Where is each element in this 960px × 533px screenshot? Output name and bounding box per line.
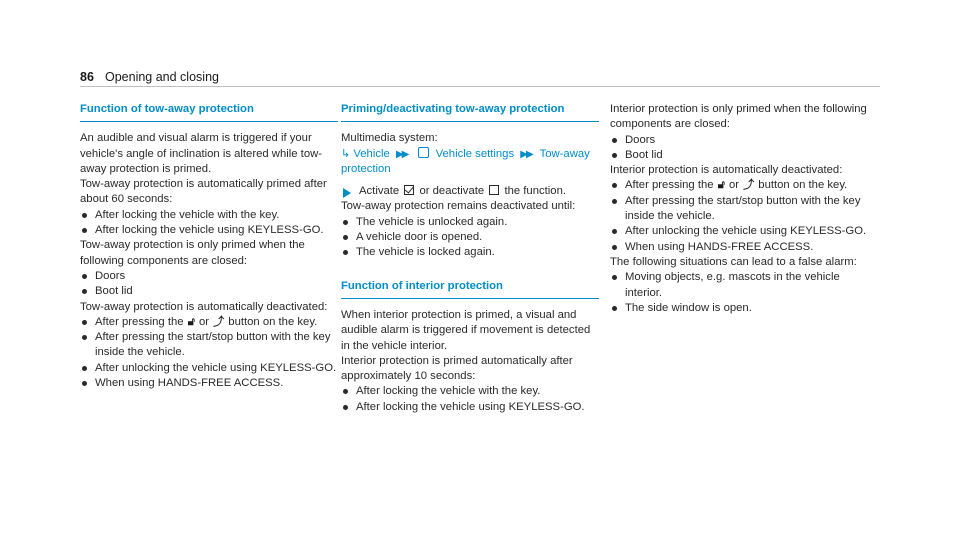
section-heading: Priming/deactivating tow-away protection [341,102,599,122]
paragraph: An audible and visual alarm is triggered if your vehicle's angle of inclination is altered while tow-away protection is primed. [80,132,323,175]
text: or [198,315,210,328]
paragraph: Tow-away protection is automatically deactivated: [80,300,328,313]
path-item-vehicle-settings: Vehicle settings [435,147,515,160]
column-interior-protection [610,102,868,316]
double-chevron-icon: ▶▶ [395,148,408,160]
step-arrow-icon [343,188,351,198]
text: the function. [504,185,566,198]
list-item [610,178,868,193]
path-item-vehicle: Vehicle [353,147,390,160]
list-item: Boot lid [80,284,338,299]
list-item: Doors [80,269,338,284]
text: After pressing the [95,315,184,328]
text: After pressing the [625,179,714,192]
paragraph: Interior protection is automatically deactivated: [610,164,843,177]
bullet-list [80,315,338,391]
menu-path [341,147,599,178]
boot-lid-icon: ⤴ [743,179,755,192]
text: Activate [359,185,400,198]
checkbox-empty-icon [489,185,499,195]
bullet-list [80,269,338,300]
bullet-list [80,208,338,239]
list-item: When using HANDS-FREE ACCESS. [610,240,868,255]
paragraph: Tow-away protection is automatically primed after about 60 seconds: [80,178,327,206]
list-item: The vehicle is locked again. [341,245,599,260]
text: or deactivate [419,185,485,198]
list-item: After locking the vehicle using KEYLESS-GO. [341,400,599,415]
list-item: Doors [610,133,868,148]
list-item: After pressing the start/stop button with the key inside the vehicle. [80,330,338,361]
text: button on the key. [228,315,318,328]
list-item: After unlocking the vehicle using KEYLESS-GO. [610,224,868,239]
unlock-icon: 🔓︎ [717,179,725,192]
header-divider [80,86,880,87]
section-heading: Function of tow-away protection [80,102,338,122]
list-item: After unlocking the vehicle using KEYLESS-GO. [80,361,338,376]
paragraph: Interior protection is only primed when the following components are closed: [610,103,867,131]
page-number: 86 [80,70,94,84]
list-item: When using HANDS-FREE ACCESS. [80,376,338,391]
paragraph: Multimedia system: [341,132,438,145]
paragraph: Tow-away protection is only primed when the following components are closed: [80,239,305,267]
paragraph: Tow-away protection remains deactivated until: [341,200,576,213]
list-item: The vehicle is unlocked again. [341,215,599,230]
return-arrow-icon: ↳ [341,147,351,160]
list-item: Boot lid [610,148,868,163]
section-heading: Function of interior protection [341,279,599,299]
bullet-list [610,270,868,316]
column-tow-away-function [80,102,338,391]
list-item: After locking the vehicle with the key. [80,208,338,223]
list-item: Moving objects, e.g. mascots in the vehicle interior. [610,270,868,301]
list-item: After pressing the start/stop button with the key inside the vehicle. [610,194,868,225]
path-item-tow-away: Tow-away protection [341,147,590,175]
bullet-list [341,215,599,261]
double-chevron-icon: ▶▶ [520,148,532,160]
unlock-icon: 🔓︎ [187,315,195,328]
text: or [728,179,740,192]
list-item: After locking the vehicle with the key. [341,384,599,399]
text: button on the key. [758,179,848,192]
paragraph: When interior protection is primed, a visual and audible alarm is triggered if movement is detected in the vehicle interior. [341,308,591,352]
spacer [341,261,599,279]
chapter-title: Opening and closing [105,70,219,84]
list-item: After locking the vehicle using KEYLESS-GO. [80,223,338,238]
paragraph: The following situations can lead to a false alarm: [610,255,857,268]
bullet-list [610,133,868,164]
checkbox-checked-icon [404,185,414,195]
instruction-step [341,184,599,199]
settings-icon [418,147,429,158]
list-item: A vehicle door is opened. [341,230,599,245]
page-header [80,70,880,88]
column-priming-deactivating [341,102,599,415]
boot-lid-icon: ⤴ [213,315,225,328]
bullet-list [610,178,868,254]
bullet-list [341,384,599,415]
list-item: The side window is open. [610,301,868,316]
list-item [80,315,338,330]
paragraph: Interior protection is primed automatically after approximately 10 seconds: [341,354,573,383]
